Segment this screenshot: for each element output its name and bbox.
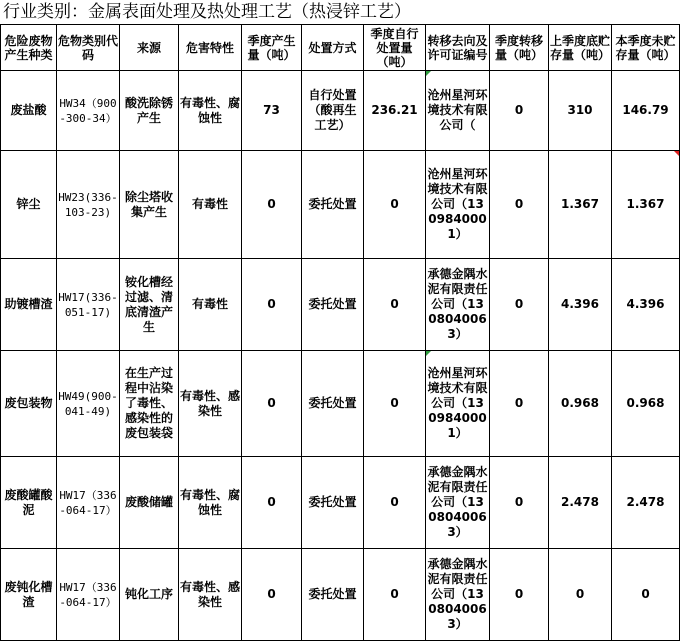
table-cell[interactable] — [549, 351, 612, 457]
cell-text: 73 — [263, 103, 280, 117]
cell-text: 4.396 — [561, 297, 599, 311]
green-corner-marker-icon — [426, 71, 431, 76]
header-cell[interactable]: 季度转移量（吨） — [490, 25, 549, 71]
cell-text: HW17（336-064-17） — [59, 580, 117, 609]
header-cell[interactable]: 季度自行处置量（吨） — [364, 25, 426, 71]
table-row — [1, 549, 680, 641]
cell-text: 自行处置（酸再生工艺） — [308, 88, 357, 132]
table-cell[interactable] — [1, 351, 57, 457]
cell-text: 承德金隅水泥有限责任公司（1308040063） — [427, 557, 488, 631]
cell-text: HW34（900-300-34） — [59, 96, 117, 125]
cell-text: 0 — [390, 297, 399, 311]
table-cell[interactable] — [302, 549, 364, 641]
table-cell[interactable] — [57, 457, 120, 549]
table-cell[interactable] — [57, 351, 120, 457]
table-row — [1, 259, 680, 351]
table-row — [1, 71, 680, 151]
cell-text: 委托处置 — [308, 297, 357, 311]
cell-text: 委托处置 — [308, 587, 357, 601]
cell-text: 0 — [514, 103, 524, 117]
table-cell[interactable] — [490, 457, 549, 549]
cell-text: 沧州星河环境技术有限公司（1309840001） — [427, 366, 488, 440]
cell-text: 0 — [514, 297, 524, 311]
cell-text: 0 — [267, 197, 276, 211]
table-cell[interactable] — [612, 549, 680, 641]
sheet-title: 行业类别：金属表面处理及热处理工艺（热浸锌工艺） — [3, 2, 411, 22]
table-cell[interactable] — [179, 259, 242, 351]
cell-text: 0 — [267, 396, 276, 410]
cell-text: 0 — [514, 495, 524, 509]
table-cell[interactable] — [549, 71, 612, 151]
table-row — [1, 151, 680, 259]
header-cell[interactable]: 季度产生量（吨） — [242, 25, 302, 71]
header-cell[interactable]: 转移去向及许可证编号 — [426, 25, 490, 71]
table-cell[interactable] — [302, 151, 364, 259]
cell-text: 沧州星河环境技术有限公司（1309840001） — [427, 167, 488, 241]
cell-text: 有毒性、腐蚀性 — [180, 487, 241, 517]
table-cell[interactable] — [302, 71, 364, 151]
cell-text: 0.968 — [626, 396, 665, 410]
header-row — [1, 25, 680, 71]
table-cell[interactable] — [242, 351, 302, 457]
table-cell[interactable] — [426, 259, 490, 351]
cell-text: 0 — [390, 197, 399, 211]
cell-text: 助镀槽渣 — [4, 297, 53, 311]
table-cell[interactable] — [364, 351, 426, 457]
cell-text: 有毒性 — [191, 297, 228, 311]
table-row — [1, 457, 680, 549]
cell-text: 146.79 — [622, 103, 669, 117]
table-cell[interactable] — [120, 457, 179, 549]
table-cell[interactable] — [179, 71, 242, 151]
comment-indicator-icon — [674, 151, 679, 156]
cell-text: 0 — [267, 297, 276, 311]
cell-text: 在生产过程中沾染了毒性、感染性的废包装袋 — [124, 366, 173, 440]
cell-text: 废包装物 — [4, 396, 53, 410]
cell-text: 0 — [267, 587, 276, 601]
cell-text: 1.367 — [561, 197, 599, 211]
table-cell[interactable] — [302, 351, 364, 457]
table-cell[interactable] — [490, 71, 549, 151]
table-cell[interactable] — [549, 259, 612, 351]
cell-text: HW49(900-041-49) — [58, 389, 118, 418]
table-cell[interactable] — [57, 259, 120, 351]
header-cell[interactable]: 危物类别代码 — [57, 25, 120, 71]
table-cell[interactable] — [364, 549, 426, 641]
table-cell[interactable] — [490, 351, 549, 457]
table-cell[interactable] — [426, 457, 490, 549]
table-cell[interactable] — [612, 151, 680, 259]
cell-text: 有毒性、感染性 — [180, 579, 241, 609]
table-cell[interactable] — [612, 351, 680, 457]
header-cell[interactable]: 来源 — [120, 25, 179, 71]
cell-text: 0 — [390, 396, 399, 410]
table-cell[interactable] — [1, 151, 57, 259]
table-cell[interactable] — [612, 259, 680, 351]
header-cell[interactable]: 危险废物产生种类 — [1, 25, 57, 71]
table-cell[interactable] — [120, 71, 179, 151]
cell-text: 236.21 — [371, 103, 418, 117]
table-cell[interactable] — [242, 259, 302, 351]
table-cell[interactable] — [549, 457, 612, 549]
cell-text: 委托处置 — [308, 396, 357, 410]
cell-text: 有毒性 — [191, 197, 228, 211]
table-cell[interactable] — [242, 151, 302, 259]
cell-text: HW23(336-103-23) — [58, 190, 118, 219]
cell-text: 废酸储罐 — [124, 495, 173, 509]
cell-text: 废酸罐酸泥 — [4, 487, 53, 517]
cell-text: 承德金隅水泥有限责任公司（1308040063） — [427, 267, 488, 341]
cell-text: 除尘塔收集产生 — [124, 189, 173, 219]
cell-text: 酸洗除锈产生 — [124, 95, 173, 125]
cell-text: 沧州星河环境技术有限公司（ — [427, 88, 488, 132]
table-cell[interactable] — [490, 151, 549, 259]
cell-text: 0 — [514, 587, 524, 601]
table-cell[interactable] — [302, 457, 364, 549]
cell-text: 铵化槽经过滤、清底清渣产生 — [124, 274, 173, 334]
cell-text: 有毒性、感染性 — [180, 388, 241, 418]
table-cell[interactable] — [364, 457, 426, 549]
table-cell[interactable] — [490, 549, 549, 641]
table-cell[interactable] — [426, 71, 490, 151]
cell-text: HW17(336-051-17) — [58, 290, 118, 319]
header-cell[interactable]: 本季度未贮存量（吨） — [612, 25, 680, 71]
table-cell[interactable] — [549, 549, 612, 641]
table-cell[interactable] — [179, 151, 242, 259]
cell-text: 锌尘 — [16, 197, 41, 211]
table-cell[interactable] — [1, 71, 57, 151]
cell-text: 委托处置 — [308, 495, 357, 509]
cell-text: 0 — [390, 495, 399, 509]
table-cell[interactable] — [302, 259, 364, 351]
table-cell[interactable] — [179, 549, 242, 641]
cell-text: 0 — [390, 587, 399, 601]
table-cell[interactable] — [364, 259, 426, 351]
cell-text: 0 — [575, 587, 585, 601]
cell-text: 0 — [641, 587, 650, 601]
table-cell[interactable] — [57, 71, 120, 151]
cell-text: 0 — [514, 396, 524, 410]
table-cell[interactable] — [179, 351, 242, 457]
table-cell[interactable] — [426, 549, 490, 641]
header-cell[interactable]: 处置方式 — [302, 25, 364, 71]
cell-text: 承德金隅水泥有限责任公司（1308040063） — [427, 465, 488, 539]
table-cell[interactable] — [426, 351, 490, 457]
cell-text: 委托处置 — [308, 197, 357, 211]
cell-text: 0 — [267, 495, 276, 509]
table-row — [1, 351, 680, 457]
cell-text: 4.396 — [626, 297, 665, 311]
table-cell[interactable] — [242, 457, 302, 549]
cell-text: 废盐酸 — [10, 103, 47, 117]
table-cell[interactable] — [612, 457, 680, 549]
table-cell[interactable] — [1, 549, 57, 641]
table-cell[interactable] — [242, 549, 302, 641]
cell-text: HW17（336-064-17） — [59, 488, 117, 517]
table-cell[interactable] — [612, 71, 680, 151]
table-cell[interactable] — [242, 71, 302, 151]
header-cell[interactable]: 危害特性 — [179, 25, 242, 71]
hazardous-waste-table — [0, 24, 680, 641]
cell-text: 2.478 — [626, 495, 665, 509]
cell-text: 310 — [567, 103, 593, 117]
table-cell[interactable] — [364, 71, 426, 151]
table-cell[interactable] — [426, 151, 490, 259]
table-cell[interactable] — [120, 259, 179, 351]
cell-text: 2.478 — [561, 495, 599, 509]
cell-text: 钝化工序 — [124, 587, 173, 601]
header-cell[interactable]: 上季度底贮存量（吨） — [549, 25, 612, 71]
table-cell[interactable] — [490, 259, 549, 351]
cell-text: 有毒性、腐蚀性 — [180, 95, 241, 125]
table-cell[interactable] — [364, 151, 426, 259]
table-cell[interactable] — [57, 151, 120, 259]
table-cell[interactable] — [1, 457, 57, 549]
table-cell[interactable] — [120, 351, 179, 457]
cell-text: 0.968 — [561, 396, 599, 410]
cell-text: 1.367 — [626, 197, 665, 211]
table-cell[interactable] — [120, 151, 179, 259]
table-cell[interactable] — [549, 151, 612, 259]
table-cell[interactable] — [1, 259, 57, 351]
cell-text: 0 — [514, 197, 524, 211]
cell-text: 废钝化槽渣 — [4, 579, 53, 609]
table-cell[interactable] — [57, 549, 120, 641]
table-cell[interactable] — [120, 549, 179, 641]
table-cell[interactable] — [179, 457, 242, 549]
green-corner-marker-icon — [426, 351, 431, 356]
